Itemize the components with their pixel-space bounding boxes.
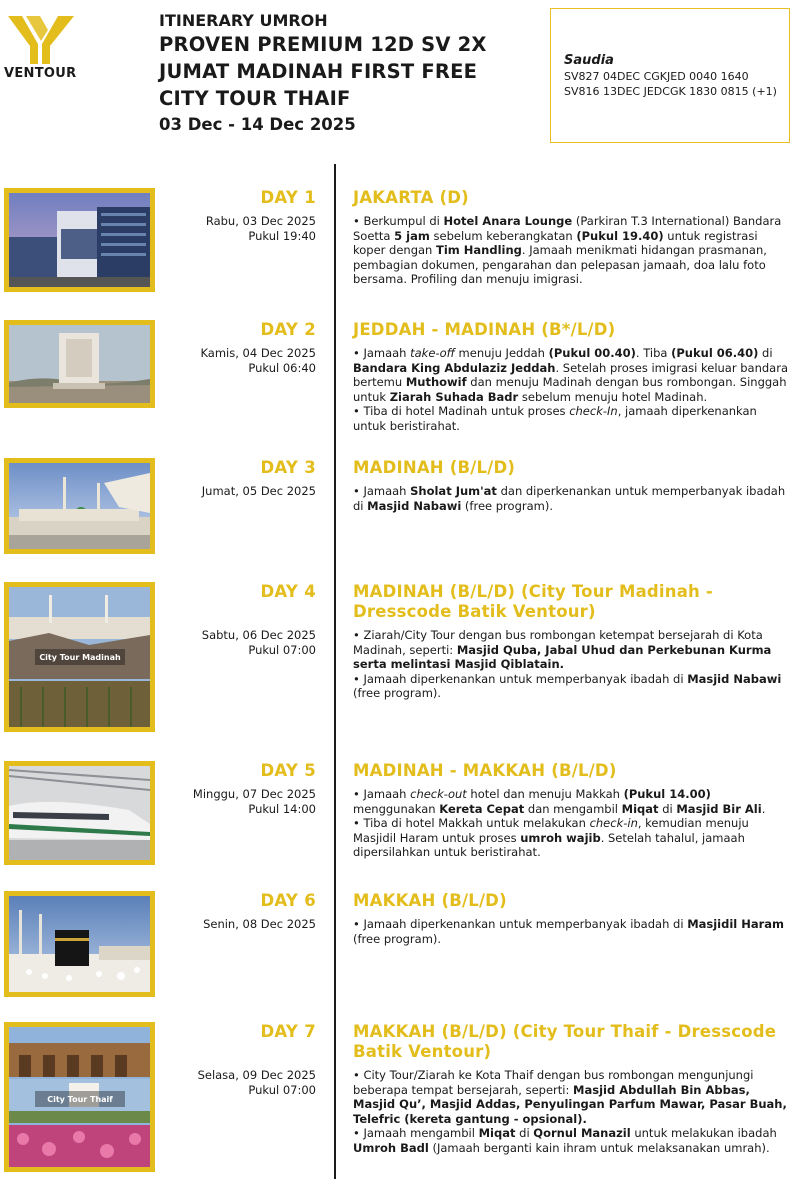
itinerary-title-block (159, 11, 539, 137)
ventour-logo (4, 14, 84, 81)
ventour-v-mark-icon (8, 14, 74, 64)
day-6-label: DAY 6 (260, 891, 316, 910)
day-4-label: DAY 4 (260, 582, 316, 601)
day-7-description (353, 1068, 793, 1156)
day-4-title: MADINAH (B/L/D) (City Tour Madinah - Dresscode Batik Ventour) (353, 582, 713, 621)
day-7-photo-city-tour-thaif (4, 1022, 155, 1172)
day-3-description (353, 484, 793, 513)
date-range: 03 Dec - 14 Dec 2025 (159, 115, 356, 134)
day-6-datetime (203, 917, 316, 932)
day-1-photo-hotel (4, 188, 155, 292)
day-6-photo-kaaba (4, 891, 155, 997)
day-6-title: MAKKAH (B/L/D) (353, 891, 507, 910)
day-3-date: Jumat, 05 Dec 2025 (201, 484, 316, 498)
timeline-divider (334, 164, 336, 1179)
day-5-title: MADINAH - MAKKAH (B/L/D) (353, 761, 617, 780)
day-2-label: DAY 2 (260, 320, 316, 339)
day-1-time: Pukul 19:40 (248, 229, 316, 243)
day-5-paragraph: • Tiba di hotel Makkah untuk melakukan check-in, kemudian menuju Masjidil Haram untuk proses umroh wajib. Setelah tahalul, jamaah dipersilahkan untuk beristirahat. (353, 816, 749, 860)
day-7-date: Selasa, 09 Dec 2025 (197, 1068, 316, 1082)
day-4-photo-caption: City Tour Madinah (39, 653, 121, 662)
airline-name: Saudia (564, 53, 614, 68)
day-7-datetime (198, 1068, 316, 1098)
day-4-time: Pukul 07:00 (248, 643, 316, 657)
day-5-time: Pukul 14:00 (248, 802, 316, 816)
day-7-paragraph: • Jamaah mengambil Miqat di Qornul Manazil untuk melakukan ibadah Umroh Badl (Jamaah berganti kain ihram untuk melaksanakan umrah). (353, 1126, 777, 1155)
day-4-paragraph: • Ziarah/City Tour dengan bus rombongan ketempat bersejarah di Kota Madinah, seperti: Masjid Quba, Jabal Uhud dan Perkebunan Kurma serta melintasi Masjid Qiblatain. (353, 628, 772, 672)
day-7-paragraph: • City Tour/Ziarah ke Kota Thaif dengan bus rombongan mengunjungi beberapa tempat bersejarah, seperti: Masjid Abdullah Bin Abbas, Masjid Qu’, Masjid Addas, Penyulingan Parfum Mawar, Pasar Buah, Telefric (kereta gantung - opsional). (353, 1068, 787, 1126)
package-title-line-3: CITY TOUR THAIF (159, 87, 351, 110)
day-1-label: DAY 1 (260, 188, 316, 207)
day-2-time: Pukul 06:40 (248, 361, 316, 375)
day-2-title: JEDDAH - MADINAH (B*/L/D) (353, 320, 616, 339)
day-4-paragraph: • Jamaah diperkenankan untuk memperbanyak ibadah di Masjid Nabawi (free program). (353, 671, 782, 701)
day-5-date: Minggu, 07 Dec 2025 (192, 787, 316, 801)
day-1-paragraph: • Berkumpul di Hotel Anara Lounge (Parkiran T.3 International) Bandara Soetta 5 jam sebelum keberangkatan (Pukul 19.40) untuk registrasi koper dengan Tim Handling. Jamaah menikmati hidangan prasmanan, pembagian dokumen, pengarahan dan pelepasan jamaah, doa lalu foto bersama. Profiling dan menuju imigrasi. (353, 214, 782, 287)
day-1-datetime (206, 214, 316, 244)
day-5-label: DAY 5 (260, 761, 316, 780)
day-4-description (353, 628, 793, 701)
day-2-datetime (200, 346, 316, 376)
day-5-paragraph: • Jamaah check-out hotel dan menuju Makkah (Pukul 14.00) menggunakan Kereta Cepat dan mengambil Miqat di Masjid Bir Ali. (353, 787, 766, 816)
flight-line-outbound: SV827 04DEC CGKJED 0040 1640 (564, 70, 749, 83)
day-4-date: Sabtu, 06 Dec 2025 (201, 628, 316, 642)
package-title-line-2: JUMAT MADINAH FIRST FREE (159, 60, 478, 83)
day-7-title: MAKKAH (B/L/D) (City Tour Thaif - Dresscode Batik Ventour) (353, 1022, 777, 1061)
day-1-date: Rabu, 03 Dec 2025 (205, 214, 316, 228)
brand-name: VENTOUR (4, 66, 77, 81)
package-title-line-1: PROVEN PREMIUM 12D SV 2X (159, 33, 487, 56)
day-3-label: DAY 3 (260, 458, 316, 477)
eyebrow: ITINERARY UMROH (159, 11, 328, 30)
day-2-description (353, 346, 793, 434)
day-5-description (353, 787, 793, 860)
day-4-photo-city-tour-madinah (4, 582, 155, 732)
day-1-title: JAKARTA (D) (353, 188, 469, 207)
day-4-datetime (202, 628, 316, 658)
day-6-date: Senin, 08 Dec 2025 (203, 917, 316, 931)
day-7-label: DAY 7 (260, 1022, 316, 1041)
day-2-photo-monument (4, 320, 155, 408)
day-3-title: MADINAH (B/L/D) (353, 458, 516, 477)
day-6-description (353, 917, 793, 946)
day-2-date: Kamis, 04 Dec 2025 (200, 346, 316, 360)
day-7-time: Pukul 07:00 (248, 1083, 316, 1097)
day-2-paragraph: • Tiba di hotel Madinah untuk proses check-In, jamaah diperkenankan untuk beristirahat. (353, 404, 757, 433)
day-2-paragraph: • Jamaah take-off menuju Jeddah (Pukul 00.40). Tiba (Pukul 06.40) di Bandara King Abdulaziz Jeddah. Setelah proses imigrasi keluar bandara bertemu Muthowif dan menuju Madinah dengan bus rombongan. Singgah untuk Ziarah Suhada Badr sebelum menuju hotel Madinah. (353, 346, 788, 404)
day-7-photo-caption: City Tour Thaif (47, 1095, 113, 1104)
flight-line-return: SV816 13DEC JEDCGK 1830 0815 (+1) (564, 85, 777, 98)
day-5-datetime (193, 787, 316, 817)
flight-info-box (550, 8, 790, 143)
day-3-paragraph: • Jamaah Sholat Jum'at dan diperkenankan untuk memperbanyak ibadah di Masjid Nabawi (free program). (353, 484, 786, 513)
day-5-photo-train (4, 761, 155, 865)
day-3-datetime (202, 484, 316, 499)
day-3-photo-nabawi (4, 458, 155, 554)
day-1-description (353, 214, 793, 287)
day-6-paragraph: • Jamaah diperkenankan untuk memperbanyak ibadah di Masjidil Haram (free program). (353, 917, 785, 946)
